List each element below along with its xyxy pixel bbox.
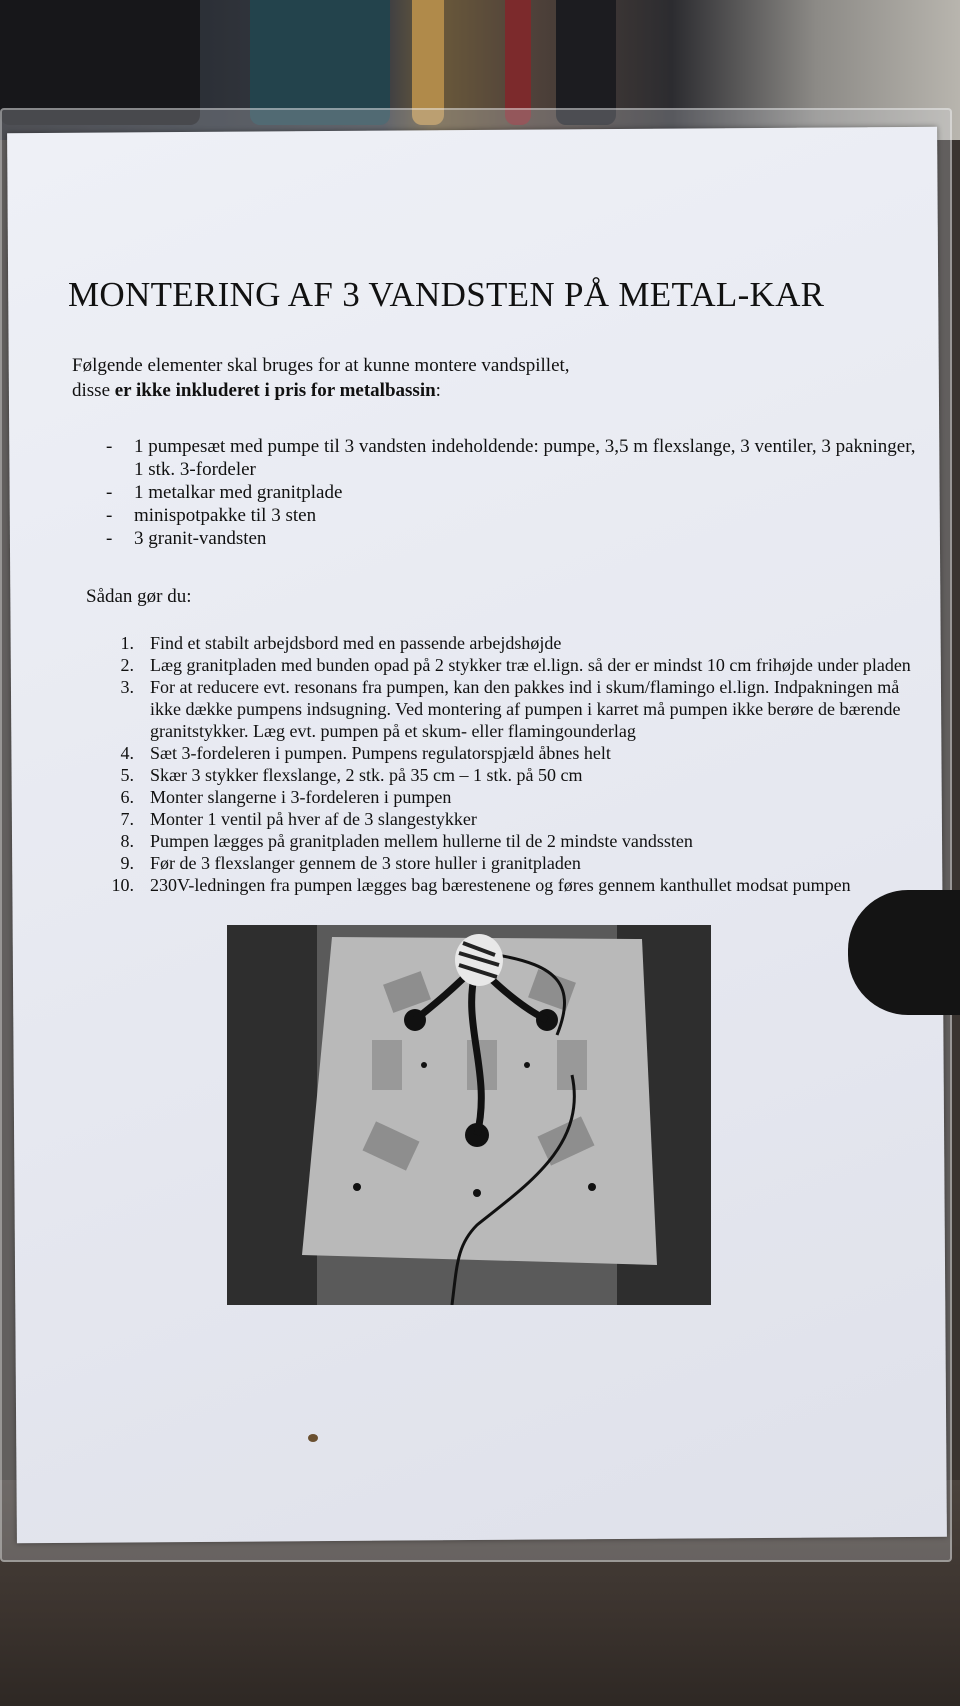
step-item [68,852,928,874]
step-text: Læg granitpladen med bunden opad på 2 stykker træ el.lign. så der er mindst 10 cm frihøjde under pladen [150,655,911,675]
background-tool [250,0,390,125]
step-number: 1. [120,633,134,653]
step-item [68,874,928,896]
materials-list [68,435,928,550]
step-text: Monter slangerne i 3-fordeleren i pumpen [150,787,452,807]
step-item [68,632,928,654]
paper-speck [308,1434,318,1442]
intro-prefix: disse [72,380,115,401]
step-text: Sæt 3-fordeleren i pumpen. Pumpens regulatorspjæld åbnes helt [150,743,611,763]
material-item: - 3 granit-vandsten [68,527,928,550]
thumb [848,890,960,1015]
step-item [68,742,928,764]
background-tool [412,0,444,125]
steps-list [68,632,928,896]
intro-text [72,353,928,403]
document-title: MONTERING AF 3 VANDSTEN PÅ METAL-KAR [68,275,825,314]
background-tool [505,0,531,125]
step-number: 3. [120,677,134,697]
step-text: Monter 1 ventil på hver af de 3 slangestykker [150,809,477,829]
howto-heading: Sådan gør du: [86,586,192,607]
step-item [68,786,928,808]
step-text: Pumpen lægges på granitpladen mellem hullerne til de 2 mindste vandssten [150,831,693,851]
step-number: 6. [120,787,134,807]
document-body [68,275,928,896]
step-text: Før de 3 flexslanger gennem de 3 store huller i granitpladen [150,853,581,873]
material-item: - 1 pumpesæt med pumpe til 3 vandsten indeholdende: pumpe, 3,5 m flexslange, 3 ventiler, 3 pakninger, 1 stk. 3-fordeler [68,435,928,481]
intro-suffix: : [435,380,441,401]
material-item: - 1 metalkar med granitplade [68,481,928,504]
step-item [68,676,928,742]
step-item [68,654,928,676]
assembly-photo [227,925,711,1305]
step-number: 9. [120,853,134,873]
carrier-stone [372,1040,402,1090]
assembly-photo-drawing [227,925,711,1305]
background-tool [0,0,200,125]
step-item [68,830,928,852]
step-number: 7. [120,809,134,829]
intro-line-1: Følgende elementer skal bruges for at kunne montere vandspillet, [72,355,570,376]
step-number: 8. [120,831,134,851]
step-number: 10. [111,875,134,895]
background-tool [556,0,616,125]
step-text: 230V-ledningen fra pumpen lægges bag bærestenene og føres gennem kanthullet modsat pumpen [150,875,851,895]
step-text: Skær 3 stykker flexslange, 2 stk. på 35 cm – 1 stk. på 50 cm [150,765,583,785]
step-number: 5. [120,765,134,785]
step-text: For at reducere evt. resonans fra pumpen, kan den pakkes ind i skum/flamingo el.lign. Indpakningen må ikke dække pumpens indsugning. Ved montering af pumpen i karret må pumpen ikke berøre de bærende granitstykker. Læg evt. pumpen på et skum- eller flamingounderlag [150,677,901,741]
intro-emphasis: er ikke inkluderet i pris for metalbassin [114,380,436,401]
step-item [68,808,928,830]
step-item [68,764,928,786]
step-text: Find et stabilt arbejdsbord med en passende arbejdshøjde [150,633,562,653]
intro-line-2 [72,378,928,403]
step-number: 2. [120,655,134,675]
step-number: 4. [120,743,134,763]
material-item: - minispotpakke til 3 sten [68,504,928,527]
